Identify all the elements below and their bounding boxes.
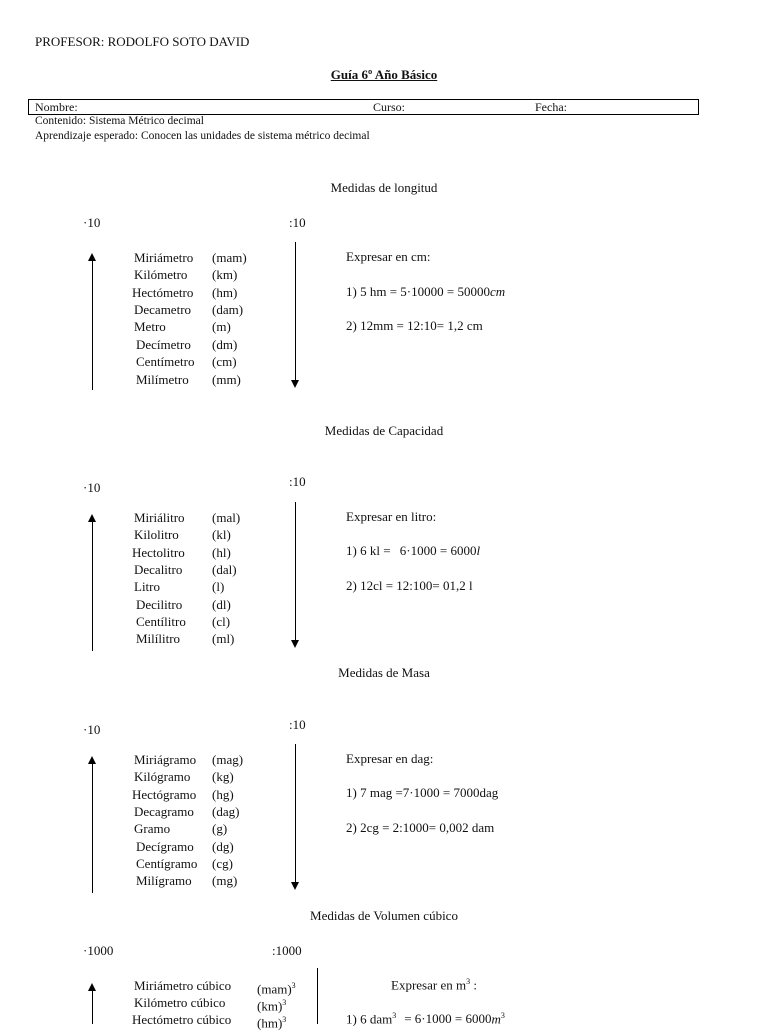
unit-name: Litro bbox=[134, 579, 160, 594]
example-1-math: 7·1000 = 7000 bbox=[402, 785, 480, 800]
unit-abbr-sup: 3 bbox=[291, 981, 296, 990]
unit-name: Decalitro bbox=[134, 562, 183, 577]
unit-name: Metro bbox=[134, 319, 166, 334]
unit-abbr: (hg) bbox=[212, 787, 234, 802]
unit-abbr: (dal) bbox=[212, 562, 237, 577]
unit-abbr: (km) bbox=[212, 267, 238, 282]
page-title: Guía 6º Año Básico bbox=[330, 67, 438, 82]
unit-name: Miriámetro bbox=[134, 250, 194, 265]
unit-abbr: (dl) bbox=[212, 597, 231, 612]
unit-abbr: (dam) bbox=[212, 302, 244, 317]
divide-label: :10 bbox=[289, 717, 306, 732]
arrow-up-line bbox=[92, 990, 93, 1024]
multiply-label: ·10 bbox=[83, 480, 101, 495]
example-1-left: 1) 7 mag = bbox=[346, 785, 403, 800]
arrow-down-line bbox=[317, 968, 318, 1024]
unit-abbr-text: (mam) bbox=[257, 981, 292, 997]
unit-name: Milílitro bbox=[136, 631, 181, 646]
example-1-left: 1) 6 kl = bbox=[346, 543, 394, 558]
unit-name: Centímetro bbox=[136, 354, 195, 369]
multiply-label: ·10 bbox=[83, 215, 101, 230]
express-text: Expresar en m bbox=[391, 977, 467, 993]
unit-name: Decametro bbox=[134, 302, 192, 317]
unit-abbr: (kg) bbox=[212, 769, 234, 784]
unit-name: Decímetro bbox=[136, 337, 191, 352]
example-1-unit: cm bbox=[489, 284, 506, 299]
unit-abbr: (l) bbox=[212, 579, 225, 594]
example-1 bbox=[346, 543, 480, 559]
unit-abbr: (dag) bbox=[212, 804, 240, 819]
unit-abbr-text: (km) bbox=[257, 998, 283, 1014]
unit-abbr: (mm) bbox=[212, 372, 241, 387]
name-label: Nombre: bbox=[35, 100, 78, 114]
example-2: 2) 12cl = 12:100= 01,2 l bbox=[346, 578, 473, 593]
unit-name: Miriágramo bbox=[134, 752, 197, 767]
divide-label: :10 bbox=[289, 215, 306, 230]
unit-abbr: (hm) bbox=[212, 285, 238, 300]
unit-abbr: (mam) bbox=[212, 250, 247, 265]
multiply-label: ·1000 bbox=[83, 943, 114, 958]
arrow-up-line bbox=[92, 260, 93, 390]
unit-name: Decilitro bbox=[136, 597, 183, 612]
unit-name: Milímetro bbox=[136, 372, 189, 387]
divide-label: :1000 bbox=[272, 943, 302, 958]
arrow-up-line bbox=[92, 521, 93, 651]
arrow-down-icon bbox=[291, 640, 299, 648]
express-label: Expresar en cm: bbox=[346, 249, 431, 264]
arrow-down-icon bbox=[291, 380, 299, 388]
unit-name: Miriámetro cúbico bbox=[134, 978, 232, 993]
course-label: Curso: bbox=[373, 100, 406, 114]
unit-name: Kilógramo bbox=[134, 769, 191, 784]
unit-name: Decígramo bbox=[136, 839, 194, 854]
unit-name: Hectómetro bbox=[132, 285, 194, 300]
express-end: : bbox=[470, 977, 477, 993]
unit-abbr: (cg) bbox=[212, 856, 233, 871]
example-1-math: = 6·1000 = 6000 bbox=[404, 1011, 492, 1027]
unit-name: Hectógramo bbox=[132, 787, 197, 802]
unit-abbr-sup: 3 bbox=[282, 998, 287, 1007]
unit-abbr: (mg) bbox=[212, 873, 238, 888]
example-1 bbox=[346, 284, 505, 300]
unit-name: Kilómetro cúbico bbox=[134, 995, 226, 1010]
express-label: Expresar en dag: bbox=[346, 751, 434, 766]
example-1-unit: dag bbox=[479, 785, 499, 800]
student-info-box bbox=[28, 99, 699, 115]
unit-abbr: (mag) bbox=[212, 752, 244, 767]
unit-abbr: (dm) bbox=[212, 337, 238, 352]
content-line: Contenido: Sistema Métrico decimal bbox=[35, 115, 204, 127]
unit-abbr: (hl) bbox=[212, 545, 231, 560]
arrow-down-icon bbox=[291, 882, 299, 890]
example-1-math: 6·1000 = 6000 bbox=[399, 543, 477, 558]
unit-abbr-text: (hm) bbox=[257, 1015, 283, 1031]
arrow-down-line bbox=[295, 744, 296, 882]
section-heading-capacidad: Medidas de Capacidad bbox=[324, 423, 444, 438]
example-1-left: 1) 5 hm = bbox=[346, 284, 401, 299]
unit-abbr bbox=[257, 1011, 286, 1032]
unit-name: Centílitro bbox=[136, 614, 186, 629]
unit-abbr: (mal) bbox=[212, 510, 241, 525]
unit-name: Decagramo bbox=[134, 804, 194, 819]
express-sup: 3 bbox=[466, 977, 471, 986]
example-1-unit-sup: 3 bbox=[500, 1011, 505, 1020]
date-label: Fecha: bbox=[535, 100, 567, 114]
example-1 bbox=[346, 785, 498, 801]
unit-abbr: (m) bbox=[212, 319, 231, 334]
example-2: 2) 12mm = 12:10= 1,2 cm bbox=[346, 318, 483, 333]
example-1-sup: 3 bbox=[392, 1011, 397, 1020]
professor-name: PROFESOR: RODOLFO SOTO DAVID bbox=[35, 34, 250, 49]
unit-name: Kilómetro bbox=[134, 267, 188, 282]
arrow-down-line bbox=[295, 242, 296, 380]
divide-label: :10 bbox=[289, 474, 306, 489]
example-1-left: 1) 6 dam bbox=[346, 1011, 393, 1027]
unit-abbr: (kl) bbox=[212, 527, 231, 542]
express-label: Expresar en litro: bbox=[346, 509, 437, 524]
unit-name: Milígramo bbox=[136, 873, 192, 888]
unit-abbr: (g) bbox=[212, 821, 228, 836]
example-1-math: 5·10000 = 50000 bbox=[400, 284, 490, 299]
arrow-down-line bbox=[295, 502, 296, 640]
multiply-label: ·10 bbox=[83, 722, 101, 737]
learning-line: Aprendizaje esperado: Conocen las unidades de sistema métrico decimal bbox=[35, 130, 370, 142]
example-1 bbox=[346, 1011, 505, 1027]
unit-abbr: (ml) bbox=[212, 631, 235, 646]
unit-name: Miriálitro bbox=[134, 510, 185, 525]
example-2: 2) 2cg = 2:1000= 0,002 dam bbox=[346, 820, 495, 835]
unit-abbr: (cl) bbox=[212, 614, 231, 629]
express-label bbox=[391, 977, 477, 993]
example-1-unit: m bbox=[491, 1011, 501, 1027]
section-heading-volumen: Medidas de Volumen cúbico bbox=[310, 908, 458, 923]
example-1-unit: l bbox=[476, 543, 481, 558]
section-heading-masa: Medidas de Masa bbox=[338, 665, 430, 680]
arrow-up-line bbox=[92, 763, 93, 893]
unit-name: Centígramo bbox=[136, 856, 198, 871]
unit-abbr: (dg) bbox=[212, 839, 234, 854]
unit-name: Hectómetro cúbico bbox=[132, 1012, 232, 1027]
unit-name: Hectolitro bbox=[132, 545, 185, 560]
unit-abbr: (cm) bbox=[212, 354, 237, 369]
section-heading-longitud: Medidas de longitud bbox=[330, 180, 438, 195]
unit-name: Gramo bbox=[134, 821, 171, 836]
unit-name: Kilolitro bbox=[134, 527, 179, 542]
unit-abbr-sup: 3 bbox=[282, 1015, 287, 1024]
